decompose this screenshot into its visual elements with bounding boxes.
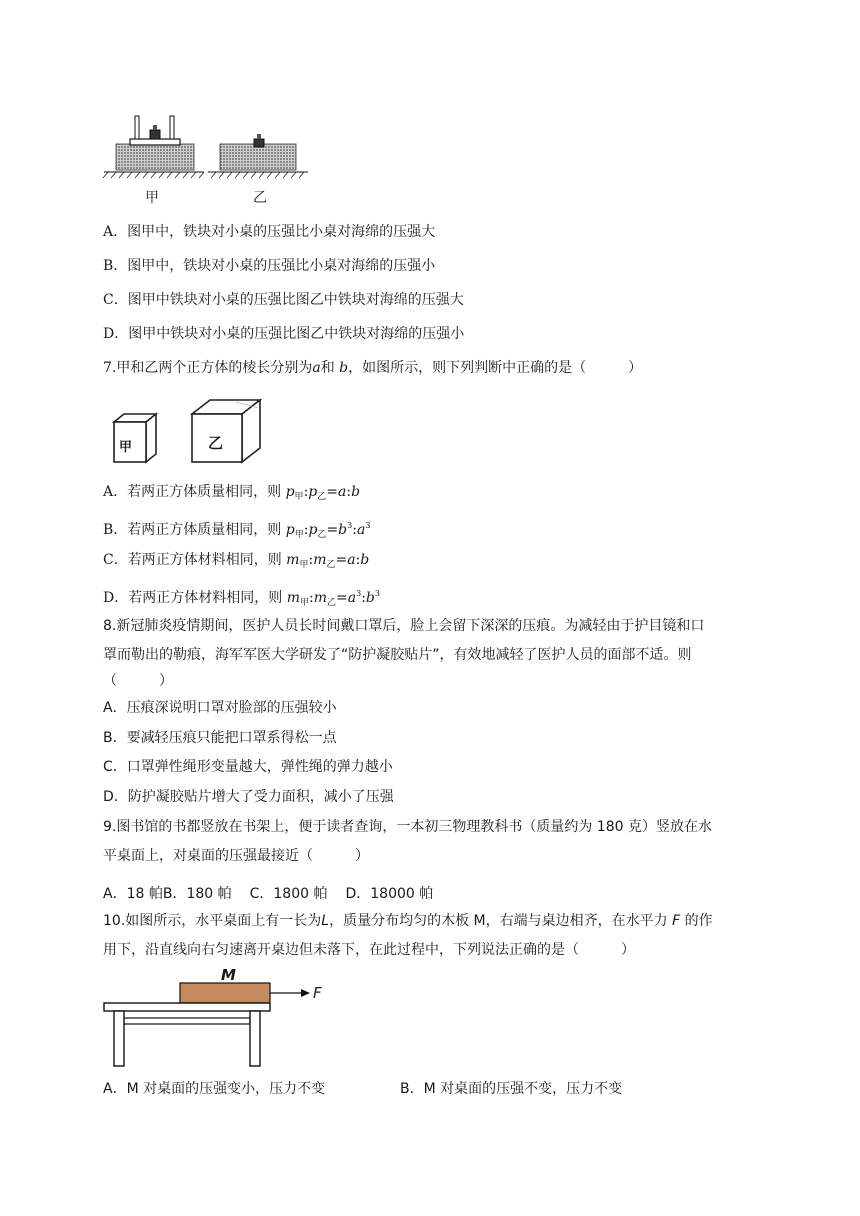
q10-option-a: A．M 对桌面的压强变小，压力不变 xyxy=(103,1081,326,1097)
var-b: b xyxy=(338,522,348,538)
sym-m: m xyxy=(286,552,300,568)
equals: = xyxy=(326,522,339,538)
sym-m: m xyxy=(313,590,327,606)
table-top-jia xyxy=(130,139,180,145)
cube-label-jia: 甲 xyxy=(119,440,133,455)
table-leg-right xyxy=(250,1011,260,1066)
q10-stem-line-2: 用下，沿直线向右匀速离开桌边但未落下，在此过程中，下列说法正确的是（ ） xyxy=(103,942,635,958)
sub-yi: 乙 xyxy=(326,598,336,608)
sym-m: m xyxy=(286,590,300,606)
q9-option-c: C．1800 帕 xyxy=(249,886,328,902)
sub-yi: 乙 xyxy=(317,530,327,540)
q7-stem-mid: 和 xyxy=(320,360,335,376)
sponge-yi xyxy=(220,144,296,170)
q8-option-d: D．防护凝胶贴片增大了受力面积，减小了压强 xyxy=(103,789,394,805)
q9-stem-line-1: 9.图书馆的书都竖放在书架上，便于读者查询，一本初三物理教科书（质量约为 180 克）竖放在水 xyxy=(103,819,712,835)
q9-options xyxy=(103,884,433,904)
exponent-3: 3 xyxy=(347,521,353,530)
equals: = xyxy=(326,484,338,500)
q6-option-d: D．图甲中铁块对小桌的压强比图乙中铁块对海绵的压强小 xyxy=(103,326,465,342)
q7-option-c xyxy=(103,550,369,575)
sub-jia: 甲 xyxy=(294,492,304,502)
figure-plank-table xyxy=(100,964,340,1072)
q7-var-b: b xyxy=(339,360,349,376)
sym-p: p xyxy=(285,484,295,500)
exponent-3: 3 xyxy=(374,589,380,598)
var-b: b xyxy=(351,484,361,500)
sub-jia: 甲 xyxy=(294,530,304,540)
q6-option-a: A．图甲中，铁块对小桌的压强比小桌对海绵的压强大 xyxy=(103,224,436,240)
q8-option-a: A．压痕深说明口罩对脸部的压强较小 xyxy=(103,700,337,716)
var-b: b xyxy=(365,590,375,606)
q7-var-a: a xyxy=(312,360,321,376)
q7-option-a-text: A．若两正方体质量相同，则 xyxy=(103,484,282,500)
table-leg-left xyxy=(114,1011,124,1066)
figure-label-f: F xyxy=(313,984,322,1002)
sub-jia: 甲 xyxy=(299,560,309,570)
figure-label-m: M xyxy=(221,966,236,984)
figure-label-jia: 甲 xyxy=(145,190,159,206)
var-b: b xyxy=(360,552,370,568)
q7-stem xyxy=(103,358,642,378)
q6-option-b: B．图甲中，铁块对小桌的压强比小桌对海绵的压强小 xyxy=(103,258,436,274)
sym-p: p xyxy=(308,522,318,538)
sponge-jia xyxy=(116,144,194,170)
equals: = xyxy=(335,552,348,568)
sym-p: p xyxy=(285,522,295,538)
q7-option-b-text: B．若两正方体质量相同，则 xyxy=(103,522,282,538)
plank-m xyxy=(180,983,270,1003)
q10-var-l: L xyxy=(321,913,330,929)
colon: : xyxy=(303,522,309,538)
q10-stem-line-1 xyxy=(103,911,713,931)
sub-jia: 甲 xyxy=(299,598,309,608)
sub-yi: 乙 xyxy=(326,560,336,570)
colon: : xyxy=(352,522,357,538)
iron-block-yi xyxy=(254,139,264,147)
q8-stem-line-1: 8.新冠肺炎疫情期间，医护人员长时间戴口罩后，脸上会留下深深的压痕。为减轻由于护目镜和口 xyxy=(103,618,705,634)
q7-stem-post: ，如图所示，则下列判断中正确的是（ ） xyxy=(348,360,643,376)
arrow-right-icon xyxy=(301,989,310,997)
colon: : xyxy=(308,590,314,606)
var-a: a xyxy=(347,590,357,606)
q8-option-b: B．要减轻压痕只能把口罩系得松一点 xyxy=(103,730,337,746)
figure-table-sponge xyxy=(100,110,310,185)
table-top xyxy=(104,1003,270,1011)
colon: : xyxy=(346,484,352,500)
colon: : xyxy=(361,590,366,606)
exponent-3: 3 xyxy=(356,589,362,598)
q10-var-f: F xyxy=(672,913,681,929)
iron-block-jia xyxy=(150,130,160,139)
equals: = xyxy=(336,590,348,606)
q8-stem-line-3: （ ） xyxy=(103,673,173,689)
q9-option-b: B．180 帕 xyxy=(162,886,232,902)
cube-label-yi: 乙 xyxy=(208,434,224,452)
q10-stem-mid: ，质量分布均匀的木板 M，右端与桌边相齐，在水平力 xyxy=(329,913,668,929)
q7-stem-pre: 7.甲和乙两个正方体的棱长分别为 xyxy=(103,360,313,376)
q9-stem-line-2: 平桌面上，对桌面的压强最接近（ ） xyxy=(103,848,369,864)
sym-m: m xyxy=(313,552,327,568)
var-a: a xyxy=(338,484,347,500)
q7-option-a xyxy=(103,482,360,507)
colon: : xyxy=(355,552,361,568)
q10-stem-post: 的作 xyxy=(684,913,713,929)
sym-p: p xyxy=(308,484,318,500)
q10-option-b: B．M 对桌面的压强不变，压力不变 xyxy=(400,1081,623,1097)
q7-option-d xyxy=(103,584,380,613)
q8-stem-line-2: 罩而勒出的勒痕，海军军医大学研发了“防护凝胶贴片”，有效地减轻了医护人员的面部不适。则 xyxy=(103,647,692,663)
q7-option-c-text: C．若两正方体材料相同，则 xyxy=(103,552,282,568)
q10-stem-pre: 10.如图所示，水平桌面上有一长为 xyxy=(103,913,322,929)
sub-yi: 乙 xyxy=(317,492,327,502)
figure-cubes xyxy=(108,396,268,471)
var-a: a xyxy=(347,552,356,568)
figure-label-yi: 乙 xyxy=(253,190,267,206)
exponent-3: 3 xyxy=(365,521,371,530)
q9-option-d: D．18000 帕 xyxy=(345,886,434,902)
q6-option-c: C．图甲中铁块对小桌的压强比图乙中铁块对海绵的压强大 xyxy=(103,292,464,308)
q9-option-a: A．18 帕 xyxy=(103,886,163,902)
var-a: a xyxy=(356,522,366,538)
q7-option-d-text: D．若两正方体材料相同，则 xyxy=(103,590,283,606)
q8-option-c: C．口罩弹性绳形变量越大，弹性绳的弹力越小 xyxy=(103,759,393,775)
colon: : xyxy=(308,552,314,568)
colon: : xyxy=(303,484,309,500)
q7-option-b xyxy=(103,516,370,545)
